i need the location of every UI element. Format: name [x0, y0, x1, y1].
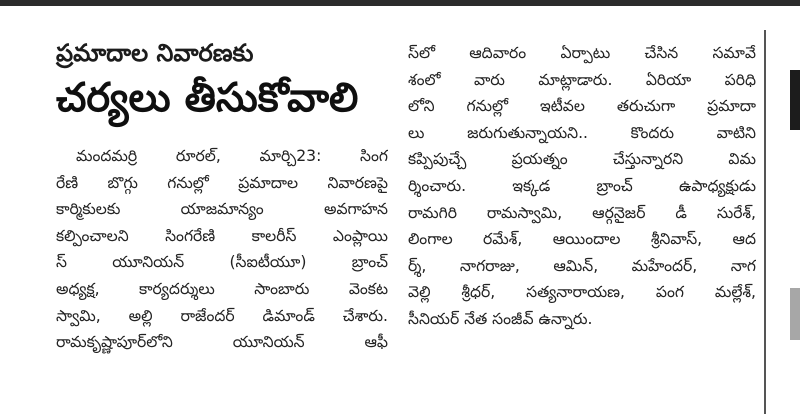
column-2-line: కప్పిపుచ్చే ప్రయత్నం చేస్తున్నారని విమ	[408, 150, 756, 169]
article-column-1	[56, 143, 388, 356]
column-1-line: రామకృష్ణాపూర్‌లోని యూనియన్ ఆఫీ	[56, 333, 388, 352]
column-2-line: రామగిరి రామస్వామి, ఆర్గనైజర్ డీ సురేశ్,	[408, 203, 756, 222]
column-2-line: లింగాల రమేశ్, ఆయిందాల శ్రీనివాస్, ఆద	[408, 230, 756, 249]
headline-block	[56, 38, 396, 124]
column-2-line: లు జరుగుతున్నాయని.. కొందరు వాటిని	[408, 123, 756, 142]
column-1-line: కార్మికులకు యాజమాన్యం అవగాహన	[56, 200, 388, 219]
column-2-line: సీనియర్ నేత సంజీవ్ ఉన్నారు.	[408, 309, 593, 328]
column-2-line: శంలో వారు మాట్లాడారు. ఏరియా పరిధి	[408, 70, 756, 89]
column-2-line: లోని గనుల్లో ఇటీవల తరుచుగా ప్రమాదా	[408, 97, 756, 116]
column-divider-rule	[764, 30, 766, 414]
column-1-line: రేణి బొగ్గు గనుల్లో ప్రమాదాల నివారణపై	[56, 173, 388, 192]
column-1-line: కల్పించాలని సింగరేణి కాలరీస్ ఎంప్లాయి	[56, 226, 388, 245]
column-1-line: స్ యూనియన్ (సీఐటీయూ) బ్రాంచ్	[56, 253, 388, 272]
column-1-line: మందమర్రి రూరల్, మార్చి23: సింగ	[76, 147, 388, 165]
top-border-bar	[0, 0, 800, 6]
column-1-line: స్వామి, అల్లి రాజేందర్ డిమాండ్ చేశారు.	[56, 306, 388, 325]
headline-title: చర్యలు తీసుకోవాలి	[56, 75, 359, 121]
column-1-line: అధ్యక్ష, కార్యదర్శులు సాంబారు వెంకట	[56, 279, 388, 298]
column-2-line: వెల్లి శ్రీధర్, సత్యనారాయణ, పంగ మల్లేశ్,	[408, 283, 756, 302]
headline-kicker: ప్రమాదాల నివారణకు	[56, 39, 254, 67]
column-2-line: ర్శ్, నాగరాజు, ఆమిన్, మహేందర్, నాగ	[408, 256, 756, 275]
adjacent-page-strip	[790, 70, 800, 130]
adjacent-page-strip	[790, 288, 800, 340]
article-column-2	[408, 40, 756, 333]
column-2-line: స్‌లో ఆదివారం ఏర్పాటు చేసిన సమావే	[408, 44, 756, 62]
column-2-line: ర్శించారు. ఇక్కడ బ్రాంచ్ ఉపాధ్యక్షుడు	[408, 176, 756, 195]
